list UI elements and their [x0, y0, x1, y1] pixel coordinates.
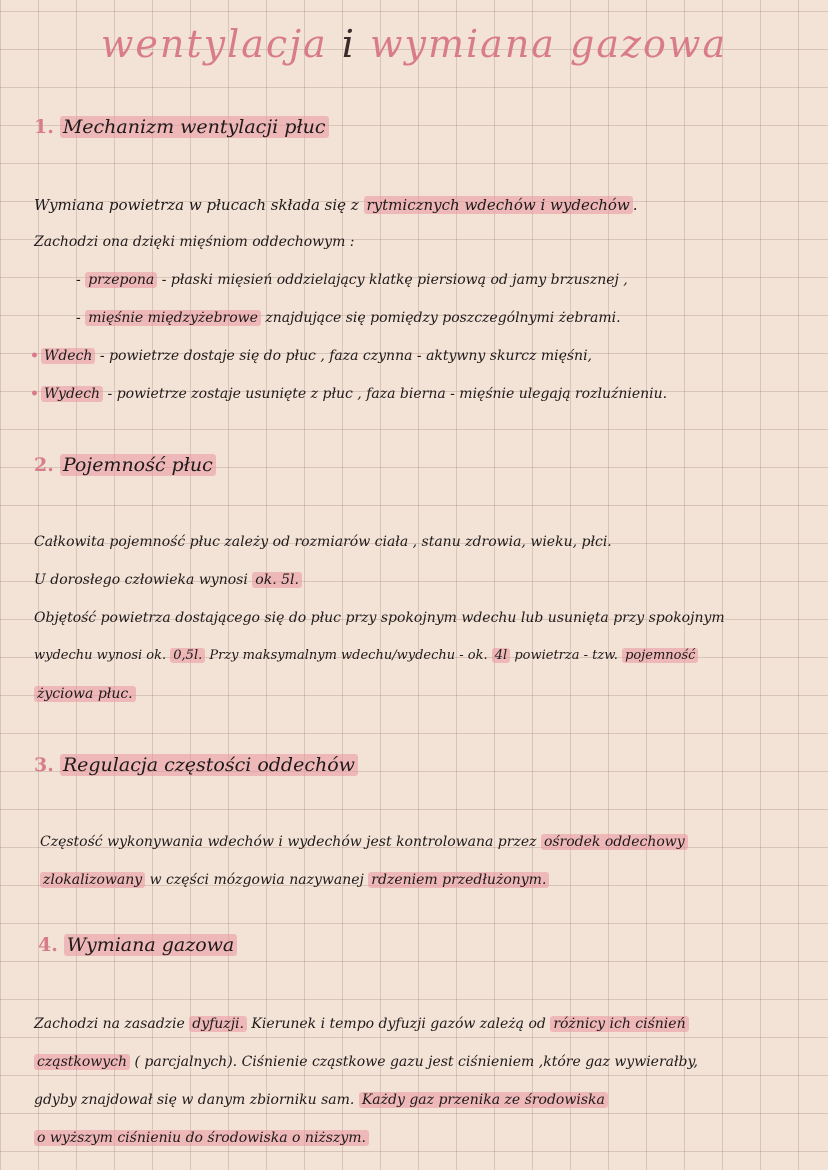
text-line: wydechu wynosi ok. 0,5l. Przy maksymalnym wdechu/wydechu - ok. 4l powietrza - tzw. pojemność — [34, 648, 698, 663]
highlight: zlokalizowany — [40, 872, 145, 888]
highlight: cząstkowych — [34, 1054, 130, 1070]
highlight: Wydech — [41, 386, 103, 402]
highlight: 0,5l. — [170, 648, 205, 663]
title-word: i — [341, 22, 356, 66]
highlight: Wdech — [41, 348, 96, 364]
list-item: - przepona - płaski mięsień oddzielający klatkę piersiową od jamy brzusznej , — [76, 272, 628, 288]
section-title: Pojemność płuc — [60, 454, 216, 476]
highlight: mięśnie międzyżebrowe — [85, 310, 261, 326]
text-line: Całkowita pojemność płuc zależy od rozmiarów ciała , stanu zdrowia, wieku, płci. — [34, 534, 612, 550]
highlight: życiowa płuc. — [34, 686, 136, 702]
page-title — [0, 22, 828, 66]
title-word: wentylacja — [100, 22, 328, 66]
text-line: cząstkowych ( parcjalnych). Ciśnienie cząstkowe gazu jest ciśnieniem ,które gaz wywierałby, — [34, 1054, 698, 1070]
bullet-dot: • — [30, 386, 39, 402]
section-3-heading — [34, 754, 358, 776]
section-2-heading — [34, 454, 216, 476]
highlight: o wyższym ciśnieniu do środowiska o niższym. — [34, 1130, 369, 1146]
section-4-heading — [38, 934, 237, 956]
section-title: Wymiana gazowa — [64, 934, 237, 956]
section-number: 1. — [34, 116, 54, 138]
text-line — [34, 1130, 369, 1146]
text-line: Zachodzi ona dzięki mięśniom oddechowym : — [34, 234, 355, 250]
highlight: różnicy ich ciśnień — [550, 1016, 688, 1032]
title-word: gazowa — [570, 22, 728, 66]
text-line: zlokalizowany w części mózgowia nazywanej rdzeniem przedłużonym. — [40, 872, 549, 888]
section-number: 2. — [34, 454, 54, 476]
title-word: wymiana — [369, 22, 556, 66]
text-line: Wymiana powietrza w płucach składa się z rytmicznych wdechów i wydechów . — [34, 196, 638, 214]
highlight: ok. 5l. — [252, 572, 302, 588]
section-number: 3. — [34, 754, 54, 776]
text-line: gdyby znajdował się w danym zbiorniku sam. Każdy gaz przenika ze środowiska — [34, 1092, 608, 1108]
section-1-heading — [34, 116, 329, 138]
list-item: - mięśnie międzyżebrowe znajdujące się pomiędzy poszczególnymi żebrami. — [76, 310, 621, 326]
highlight: pojemność — [622, 648, 698, 663]
section-title: Regulacja częstości oddechów — [60, 754, 358, 776]
text-line — [34, 686, 136, 702]
section-title: Mechanizm wentylacji płuc — [60, 116, 329, 138]
text-line: Zachodzi na zasadzie dyfuzji. Kierunek i tempo dyfuzji gazów zależą od różnicy ich ciśnień — [34, 1016, 689, 1032]
highlight: rytmicznych wdechów i wydechów — [364, 196, 633, 214]
highlight: ośrodek oddechowy — [541, 834, 688, 850]
text-line: U dorosłego człowieka wynosi ok. 5l. — [34, 572, 302, 588]
highlight: przepona — [85, 272, 157, 288]
bullet-dot: • — [30, 348, 39, 364]
list-item: • Wdech - powietrze dostaje się do płuc , faza czynna - aktywny skurcz mięśni, — [30, 348, 592, 364]
list-item: • Wydech - powietrze zostaje usunięte z płuc , faza bierna - mięśnie ulegają rozluźnieniu. — [30, 386, 668, 402]
highlight: dyfuzji. — [189, 1016, 247, 1032]
section-number: 4. — [38, 934, 58, 956]
highlight: rdzeniem przedłużonym. — [368, 872, 549, 888]
highlight: Każdy gaz przenika ze środowiska — [359, 1092, 608, 1108]
text-line: Objętość powietrza dostającego się do płuc przy spokojnym wdechu lub usunięta przy spokojnym — [34, 610, 725, 626]
highlight: 4l — [492, 648, 510, 663]
text-line: Częstość wykonywania wdechów i wydechów jest kontrolowana przez ośrodek oddechowy — [40, 834, 688, 850]
